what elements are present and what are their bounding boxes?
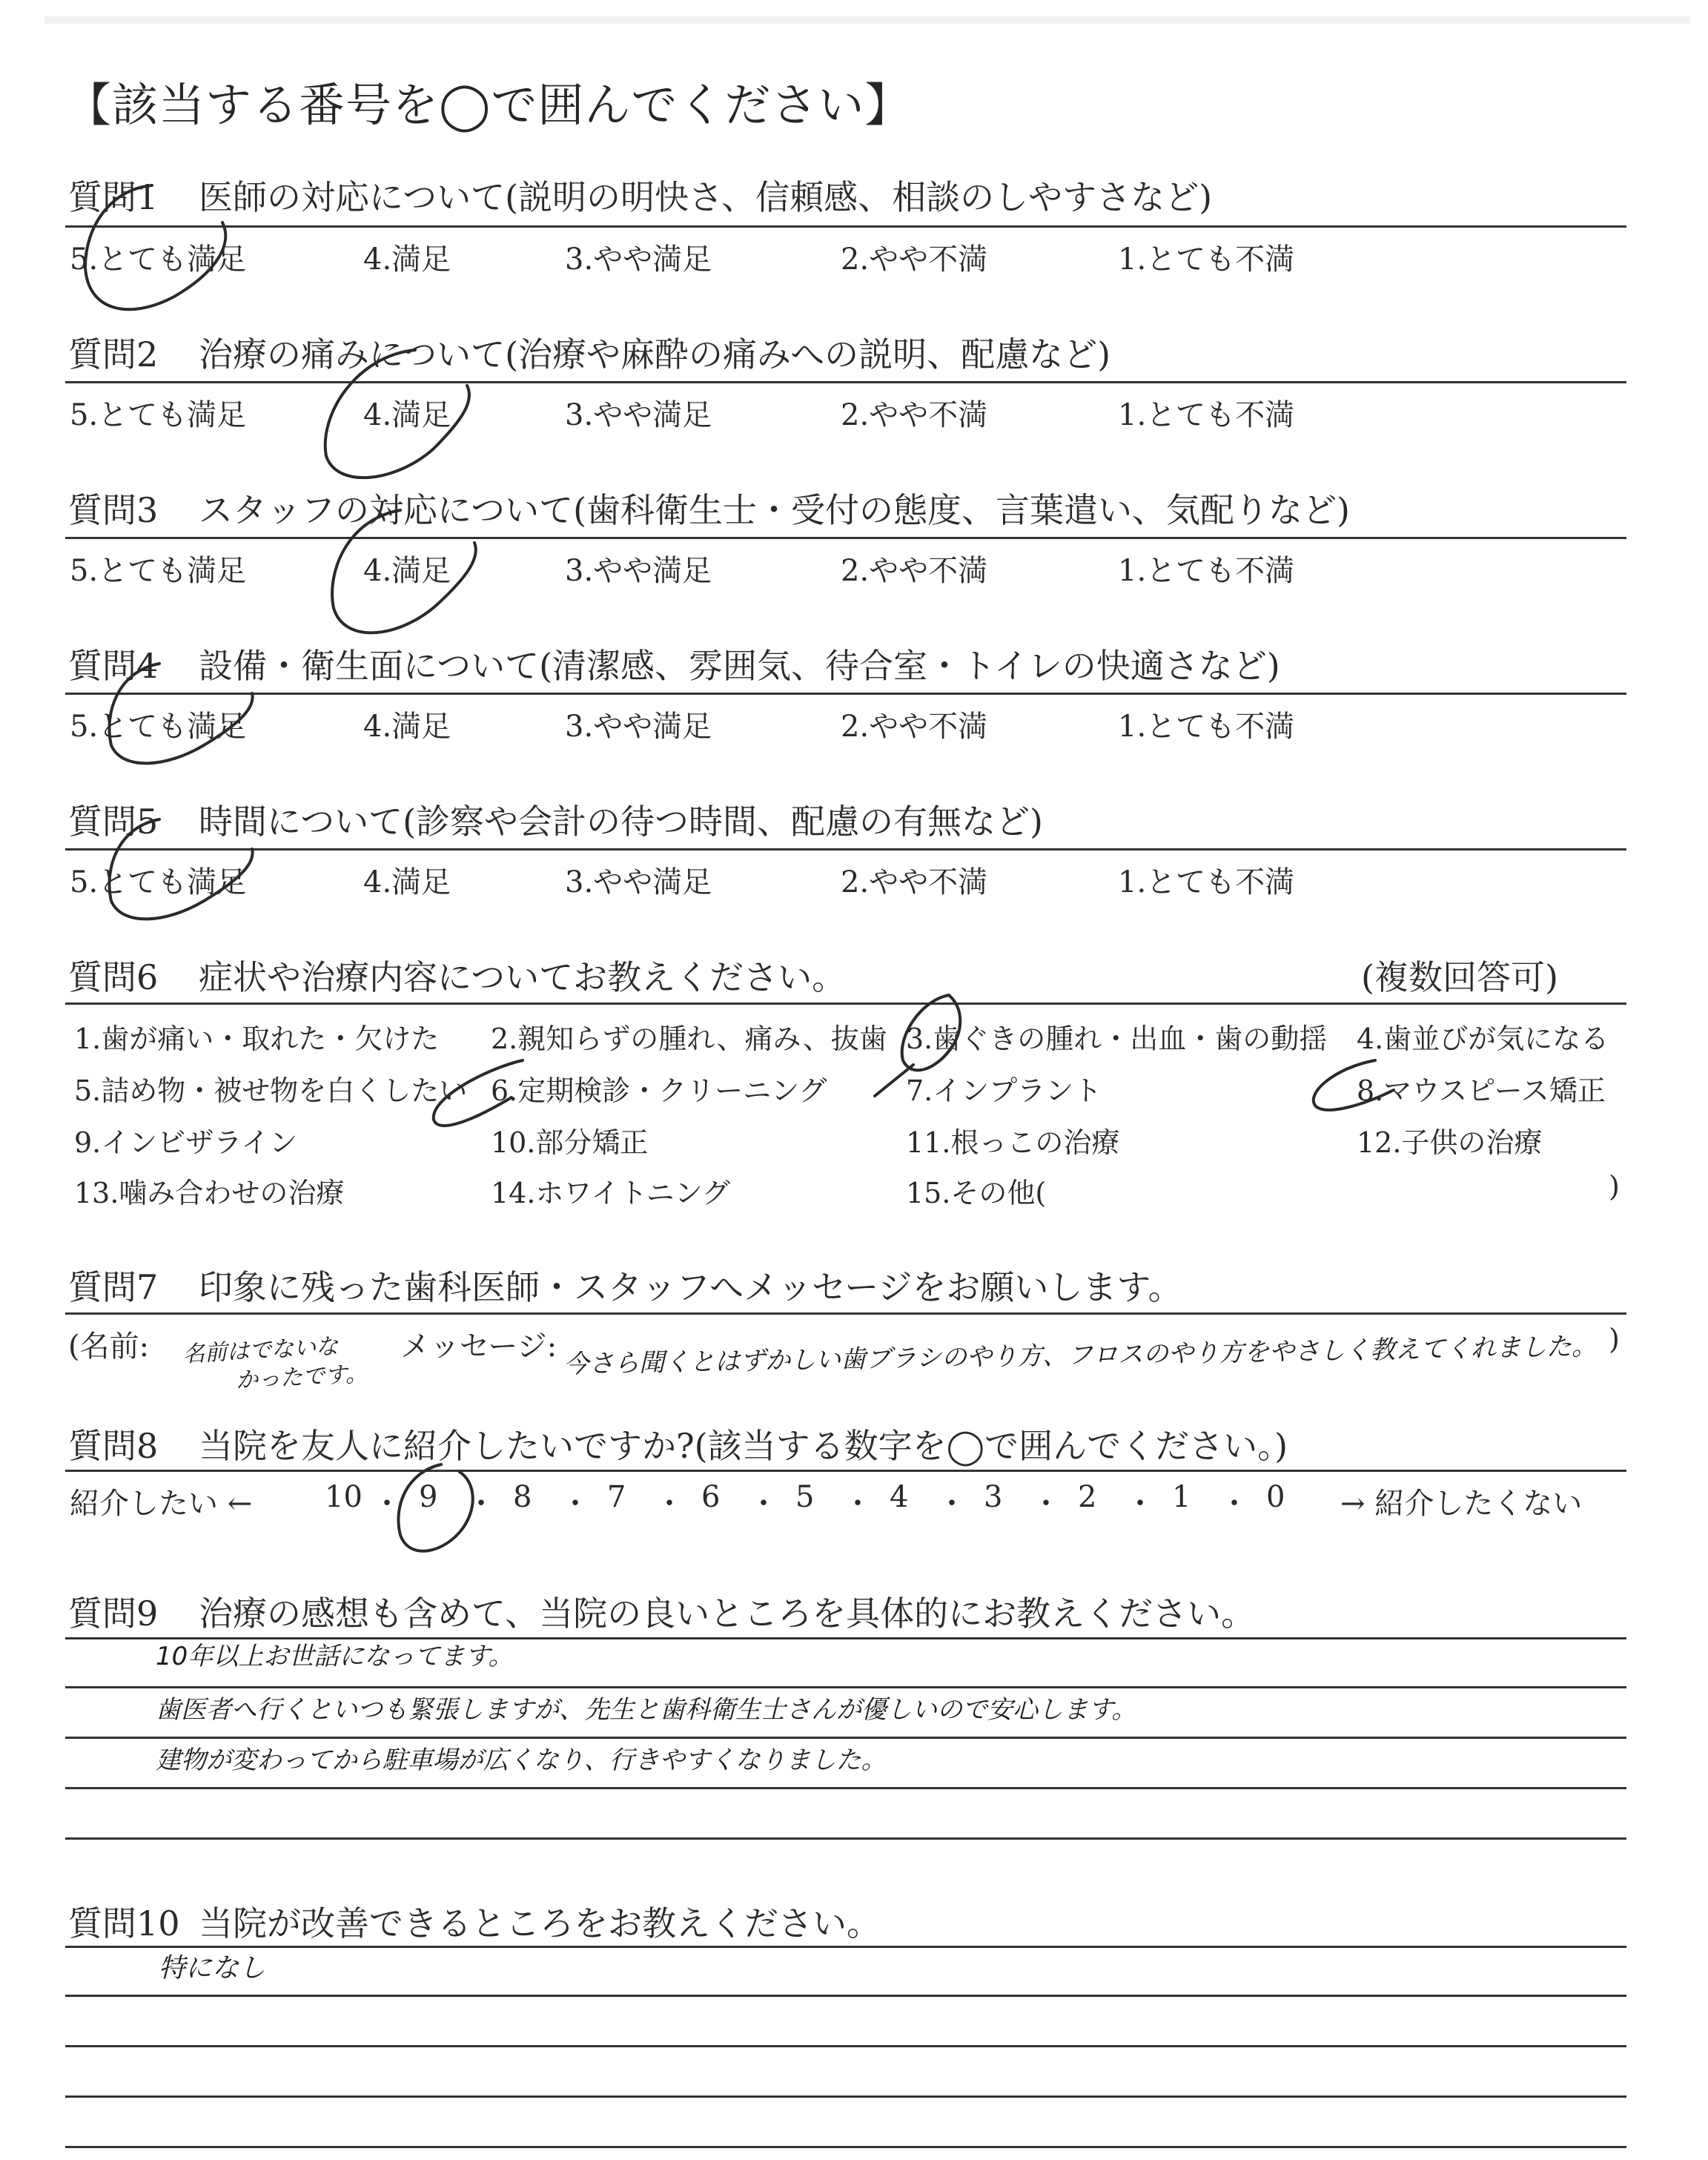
answer-line — [65, 1946, 1626, 1948]
scale-separator-dot: ・ — [372, 1487, 402, 1521]
q6-item-13[interactable]: 13.噛み合わせの治療 — [74, 1177, 345, 1209]
question-2 — [68, 328, 1110, 377]
question-number: 質問9 — [68, 1593, 159, 1634]
scale-separator-dot: ・ — [1219, 1487, 1249, 1521]
q5-option-3[interactable]: 3.やや満足 — [565, 865, 712, 899]
q5-option-2[interactable]: 2.やや不満 — [841, 865, 988, 899]
question-3 — [68, 483, 1350, 532]
q3-option-2[interactable]: 2.やや不満 — [841, 554, 988, 588]
q2-option-1[interactable]: 1.とても不満 — [1118, 398, 1295, 432]
divider — [65, 848, 1626, 851]
recommend-option-3[interactable]: 3 — [984, 1480, 1003, 1514]
answer-line — [65, 2095, 1626, 2098]
scale-separator-dot: ・ — [655, 1487, 684, 1521]
q6-item-5[interactable]: 5.詰め物・被せ物を白くしたい — [74, 1074, 468, 1107]
recommend-option-6[interactable]: 6 — [701, 1480, 721, 1514]
question-number: 質問7 — [68, 1267, 159, 1307]
q2-option-3[interactable]: 3.やや満足 — [565, 398, 712, 432]
question-4 — [68, 639, 1280, 688]
q6-item-10[interactable]: 10.部分矯正 — [491, 1126, 649, 1159]
question-text: 治療の痛みについて(治療や麻酔の痛みへの説明、配慮など) — [199, 334, 1111, 374]
answer-line — [65, 1686, 1626, 1688]
answer-line — [65, 1837, 1626, 1840]
recommend-option-8[interactable]: 8 — [513, 1480, 532, 1514]
divider — [65, 693, 1626, 695]
question-text: 症状や治療内容についてお教えください。 — [199, 957, 847, 997]
q6-item-3[interactable]: 3.歯ぐきの腫れ・出血・歯の動揺 — [906, 1023, 1328, 1055]
question-number: 質問4 — [68, 646, 159, 686]
q3-option-3[interactable]: 3.やや満足 — [565, 554, 712, 588]
q6-item-15[interactable]: 15.その他( — [906, 1177, 1047, 1209]
recommend-left-label: 紹介したい ← — [70, 1487, 253, 1521]
q6-item-2[interactable]: 2.親知らずの腫れ、痛み、抜歯 — [491, 1023, 887, 1055]
question-5 — [68, 795, 1043, 844]
q1-option-3[interactable]: 3.やや満足 — [565, 242, 712, 277]
q4-option-2[interactable]: 2.やや不満 — [841, 710, 988, 744]
question-6 — [68, 951, 846, 1000]
answer-line — [65, 2146, 1626, 2148]
q6-item-9[interactable]: 9.インビザライン — [74, 1126, 298, 1159]
q6-item-4[interactable]: 4.歯並びが気になる — [1357, 1023, 1609, 1055]
q1-option-5[interactable]: 5.とても満足 — [70, 242, 247, 277]
q2-option-4[interactable]: 4.満足 — [363, 398, 451, 432]
scale-separator-dot: ・ — [937, 1487, 967, 1521]
divider — [65, 537, 1626, 539]
q6-item-1[interactable]: 1.歯が痛い・取れた・欠けた — [74, 1023, 440, 1055]
scale-separator-dot: ・ — [1125, 1487, 1155, 1521]
q6-item-8[interactable]: 8.マウスピース矯正 — [1357, 1074, 1606, 1107]
q6-item-12[interactable]: 12.子供の治療 — [1357, 1126, 1543, 1159]
question-number: 質問1 — [68, 177, 159, 217]
q9-answer-line-2[interactable]: 歯医者へ行くといつも緊張しますが、先生と歯科衛生士さんが優しいので安心します。 — [156, 1695, 1137, 1725]
q6-item-11[interactable]: 11.根っこの治療 — [906, 1126, 1120, 1159]
q3-option-5[interactable]: 5.とても満足 — [70, 554, 247, 588]
question-text: 当院が改善できるところをお教えください。 — [199, 1903, 881, 1943]
recommend-option-0[interactable]: 0 — [1266, 1480, 1285, 1514]
question-text: 医師の対応について(説明の明快さ、信頼感、相談のしやすさなど) — [199, 177, 1213, 217]
question-10 — [68, 1897, 881, 1946]
question-text: 治療の感想も含めて、当院の良いところを具体的にお教えください。 — [199, 1593, 1256, 1634]
message-label: メッセージ: — [400, 1330, 557, 1364]
question-8 — [68, 1419, 1288, 1468]
question-number: 質問2 — [68, 334, 159, 374]
scale-separator-dot: ・ — [749, 1487, 778, 1521]
name-answer-line-1: 名前はでないな — [182, 1333, 339, 1368]
scale-separator-dot: ・ — [560, 1487, 590, 1521]
question-7 — [68, 1261, 1182, 1309]
recommend-right-label: → 紹介したくない — [1340, 1487, 1583, 1521]
question-number: 質問8 — [68, 1426, 159, 1466]
q1-option-2[interactable]: 2.やや不満 — [841, 242, 988, 277]
question-text: スタッフの対応について(歯科衛生士・受付の態度、言葉遣い、気配りなど) — [199, 490, 1350, 530]
answer-line — [65, 1787, 1626, 1789]
recommend-option-9[interactable]: 9 — [419, 1480, 438, 1514]
recommend-option-2[interactable]: 2 — [1078, 1480, 1097, 1514]
question-9 — [68, 1587, 1255, 1636]
divider — [65, 381, 1626, 383]
question-1 — [68, 171, 1212, 219]
question-number: 質問5 — [68, 802, 159, 842]
divider — [65, 225, 1626, 228]
q4-option-3[interactable]: 3.やや満足 — [565, 710, 712, 744]
instruction-heading: 【該当する番号を◯で囲んでください】 — [65, 78, 912, 132]
divider — [65, 1003, 1626, 1005]
q3-option-1[interactable]: 1.とても不満 — [1118, 554, 1295, 588]
q10-answer-line-1[interactable]: 特になし — [159, 1953, 266, 1984]
question-text: 設備・衛生面について(清潔感、雰囲気、待合室・トイレの快適さなど) — [199, 646, 1280, 686]
q4-option-1[interactable]: 1.とても不満 — [1118, 710, 1295, 744]
multiple-answers-note: (複数回答可) — [1361, 957, 1558, 997]
answer-line — [65, 1995, 1626, 1997]
q6-item-6[interactable]: 6.定期検診・クリーニング — [491, 1074, 827, 1107]
scan-top-edge — [44, 16, 1690, 24]
q9-answer-line-1[interactable]: 10年以上お世話になってます。 — [156, 1642, 514, 1671]
scale-separator-dot: ・ — [466, 1487, 496, 1521]
recommend-option-4[interactable]: 4 — [890, 1480, 909, 1514]
recommend-option-10[interactable]: 10 — [325, 1480, 363, 1514]
question-text: 印象に残った歯科医師・スタッフへメッセージをお願いします。 — [199, 1267, 1182, 1307]
recommend-option-7[interactable]: 7 — [607, 1480, 626, 1514]
q6-item-14[interactable]: 14.ホワイトニング — [491, 1177, 731, 1209]
question-number: 質問10 — [68, 1903, 180, 1943]
q9-answer-line-3[interactable]: 建物が変わってから駐車場が広くなり、行きやすくなりました。 — [156, 1745, 887, 1775]
q1-option-4[interactable]: 4.満足 — [363, 242, 451, 277]
recommend-option-5[interactable]: 5 — [795, 1480, 815, 1514]
message-answer[interactable]: 今さら聞くとはずかしい歯ブラシのやり方、フロスのやり方をやさしく教えてくれました。 — [563, 1331, 1598, 1380]
message-close-paren: ) — [1609, 1323, 1620, 1355]
scale-separator-dot: ・ — [843, 1487, 873, 1521]
q6-item-7[interactable]: 7.インプラント — [906, 1074, 1102, 1107]
q5-option-4[interactable]: 4.満足 — [363, 865, 451, 899]
question-number: 質問3 — [68, 490, 159, 530]
question-text: 当院を友人に紹介したいですか?(該当する数字を◯で囲んでください。) — [199, 1426, 1288, 1466]
q4-option-5[interactable]: 5.とても満足 — [70, 710, 247, 744]
q1-option-1[interactable]: 1.とても不満 — [1118, 242, 1295, 277]
answer-line — [65, 1737, 1626, 1739]
q2-option-5[interactable]: 5.とても満足 — [70, 398, 247, 432]
answer-line — [65, 2045, 1626, 2047]
q4-option-4[interactable]: 4.満足 — [363, 710, 451, 744]
q2-option-2[interactable]: 2.やや不満 — [841, 398, 988, 432]
scale-separator-dot: ・ — [1031, 1487, 1061, 1521]
q5-option-1[interactable]: 1.とても不満 — [1118, 865, 1295, 899]
recommend-option-1[interactable]: 1 — [1172, 1480, 1191, 1514]
name-answer-line-2: かったです。 — [235, 1361, 368, 1394]
question-number: 質問6 — [68, 957, 159, 997]
question-text: 時間について(診察や会計の待つ時間、配慮の有無など) — [199, 802, 1043, 842]
q3-option-4[interactable]: 4.満足 — [363, 554, 451, 588]
divider — [65, 1312, 1626, 1315]
q5-option-5[interactable]: 5.とても満足 — [70, 865, 247, 899]
name-label: (名前: — [68, 1330, 150, 1364]
other-close-paren: ) — [1609, 1170, 1620, 1203]
divider — [65, 1470, 1626, 1472]
